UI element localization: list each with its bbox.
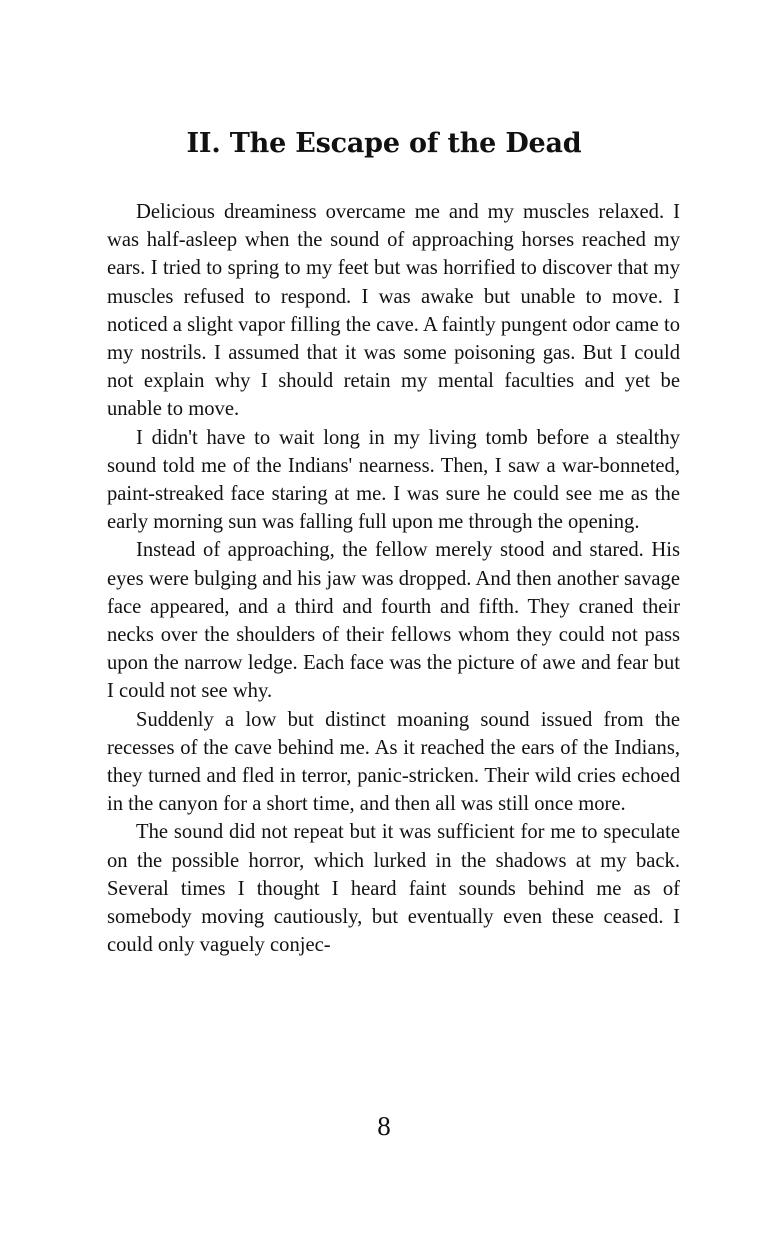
paragraph: Delicious dreaminess overcame me and my muscles relaxed. I was half-asleep when the sound of approaching horses reached my ears. I tried to spring to my feet but was horrified to discover that my muscles refused to respond. I was awake but unable to move. I noticed a slight vapor filling the cave. A faintly pungent odor came to my nostrils. I assumed that it was some poisoning gas. But I could not explain why I should retain my mental faculties and yet be unable to move. [107,201,680,421]
page-number: 8 [377,1111,391,1141]
paragraph: The sound did not repeat but it was sufficient for me to speculate on the possible horror, which lurked in the shadows at my back. Several times I thought I heard faint sounds behind me as of somebody moving cautiously, but eventually even these ceased. I could only vaguely conjec- [107,821,680,957]
chapter-title: II. The Escape of the Dead [186,128,582,159]
chapter-body [107,198,680,959]
paragraph: Suddenly a low but distinct moaning sound issued from the recesses of the cave behind me. As it reached the ears of the Indians, they turned and fled in terror, panic-stricken. Their wild cries echoed in the canyon for a short time, and then all was still once more. [107,708,680,816]
paragraph: Instead of approaching, the fellow merely stood and stared. His eyes were bulging and his jaw was dropped. And then another savage face appeared, and a third and fourth and fifth. They craned their necks over the shoulders of their fellows whom they could not pass upon the narrow ledge. Each face was the picture of awe and fear but I could not see why. [107,539,680,703]
paragraph: I didn't have to wait long in my living tomb before a stealthy sound told me of the Indians' nearness. Then, I saw a war-bonneted, paint-streaked face staring at me. I was sure he could see me as the early morning sun was falling full upon me through the opening. [107,426,680,534]
